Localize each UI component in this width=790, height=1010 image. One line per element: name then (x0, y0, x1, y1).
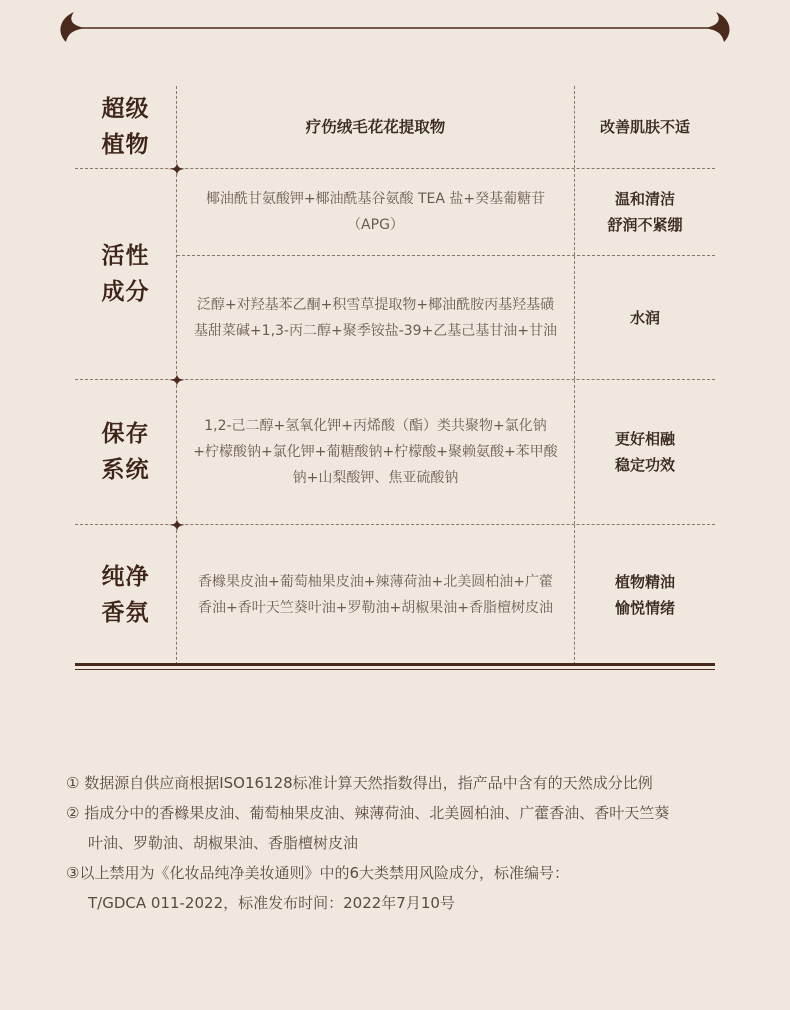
ingredient-text: 1,2-己二醇+氢氧化钾+丙烯酸（酯）类共聚物+氯化钠+柠檬酸钠+氯化钾+葡糖酸钠+柠檬酸+聚赖氨酸+苯甲酸钠+山梨酸钾、焦亚硫酸钠 (177, 380, 575, 524)
ingredient-row (177, 380, 715, 524)
effect-text (575, 380, 715, 524)
category-line: 纯净 (101, 564, 150, 590)
category-line: 植物 (101, 132, 150, 158)
ingredient-row (177, 525, 715, 665)
footnote: T/GDCA 011-2022，标准发布时间：2022年7月10号 (88, 894, 455, 912)
effect-line: 改善肌肤不适 (599, 118, 690, 136)
effect-text (575, 86, 715, 168)
effect-text (575, 256, 715, 379)
category-line: 香氛 (101, 600, 150, 626)
ingredient-text: 椰油酰甘氨酸钾+椰油酰基谷氨酸 TEA 盐+癸基葡糖苷（APG） (177, 169, 575, 255)
category-line: 成分 (101, 279, 150, 305)
effect-text (575, 525, 715, 665)
category-label (75, 380, 177, 524)
ornament-icon (168, 518, 186, 532)
table-bottom-rule (75, 663, 715, 670)
ingredient-text: 泛醇+对羟基苯乙酮+积雪草提取物+椰油酰胺丙基羟基磺基甜菜碱+1,3-丙二醇+聚季铵盐-39+乙基己基甘油+甘油 (177, 256, 575, 379)
effect-line: 温和清洁 (614, 190, 675, 208)
footnote: 叶油、罗勒油、胡椒果油、香脂檀树皮油 (88, 834, 359, 852)
category-line: 保存 (101, 421, 150, 447)
ornament-icon (168, 162, 186, 176)
ingredient-text: 香橼果皮油+葡萄柚果皮油+辣薄荷油+北美圆柏油+广藿香油+香叶天竺葵叶油+罗勒油+胡椒果油+香脂檀树皮油 (177, 525, 575, 665)
ornament-icon (168, 373, 186, 387)
category-line: 活性 (101, 243, 150, 269)
ingredient-table (75, 86, 715, 665)
category-line: 超级 (101, 96, 150, 122)
effect-line: 植物精油 (614, 573, 675, 591)
ingredient-text: 疗伤绒毛花花提取物 (177, 86, 575, 168)
table-row (75, 379, 715, 524)
ingredient-row (177, 86, 715, 168)
category-label (75, 169, 177, 379)
table-row (75, 86, 715, 168)
table-row (75, 524, 715, 665)
decorative-top-rule (52, 8, 738, 48)
effect-line: 稳定功效 (614, 456, 675, 474)
ingredient-row (177, 169, 715, 255)
ingredient-row (177, 255, 715, 379)
category-line: 系统 (101, 457, 150, 483)
effect-line: 更好相融 (614, 430, 675, 448)
effect-line: 舒润不紧绷 (607, 216, 683, 234)
footnote: ① 数据源自供应商根据ISO16128标准计算天然指数得出，指产品中含有的天然成分比例 (66, 774, 653, 792)
footnote: ③以上禁用为《化妆品纯净美妆通则》中的6大类禁用风险成分，标准编号： (66, 864, 569, 882)
effect-text (575, 169, 715, 255)
effect-line: 水润 (629, 308, 660, 327)
category-label (75, 525, 177, 665)
footnote: ② 指成分中的香橼果皮油、葡萄柚果皮油、辣薄荷油、北美圆柏油、广藿香油、香叶天竺葵 (66, 804, 670, 822)
table-row (75, 168, 715, 379)
footnotes (66, 768, 756, 918)
effect-line: 愉悦情绪 (614, 599, 675, 617)
category-label (75, 86, 177, 168)
